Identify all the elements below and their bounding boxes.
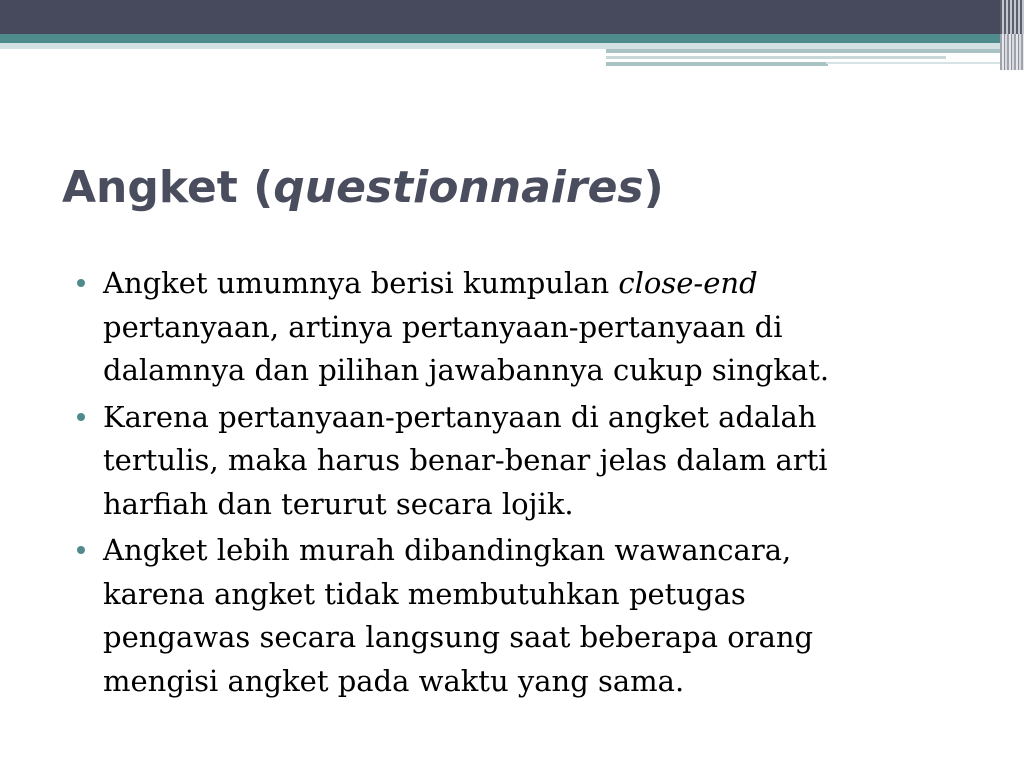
bullet-line: karena angket tidak membutuhkan petugas <box>103 576 746 611</box>
bullet-line: tertulis, maka harus benar-benar jelas dalam arti <box>103 443 828 477</box>
header-accent-line <box>606 62 828 66</box>
title-prefix: Angket ( <box>62 162 274 213</box>
header-band <box>0 0 1024 34</box>
bullet-line: dalamnya dan pilihan jawabannya cukup singkat. <box>103 353 830 387</box>
header-accent-line <box>606 56 946 59</box>
bullet-line: Angket lebih murah dibandingkan wawancara, <box>103 533 792 567</box>
header-stripes-decoration <box>1000 0 1024 34</box>
bullet-line: harfiah dan terurut secara lojik. <box>103 486 574 521</box>
header-accent-line <box>606 49 1000 53</box>
bullet-dot-icon <box>77 413 85 421</box>
bullet-line: mengisi angket pada waktu yang sama. <box>103 663 685 698</box>
bullet-list <box>74 262 954 706</box>
bullet-line: Karena pertanyaan-pertanyaan di angket adalah <box>103 399 817 434</box>
bullet-dot-icon <box>77 279 85 287</box>
bullet-item <box>74 262 954 393</box>
bullet-dot-icon <box>77 546 85 554</box>
bullet-item <box>74 529 954 703</box>
bullet-line: pengawas secara langsung saat beberapa orang <box>103 620 814 654</box>
slide-title <box>62 158 664 218</box>
bullet-item <box>74 396 954 527</box>
title-suffix: ) <box>643 162 664 213</box>
title-italic: questionnaires <box>273 162 644 213</box>
header-accent-line <box>826 62 1000 64</box>
header-accent-band <box>0 34 1000 43</box>
bullet-line: Angket umumnya berisi kumpulan close-end <box>103 266 758 300</box>
bullet-line: pertanyaan, artinya pertanyaan-pertanyaan di <box>103 309 783 344</box>
